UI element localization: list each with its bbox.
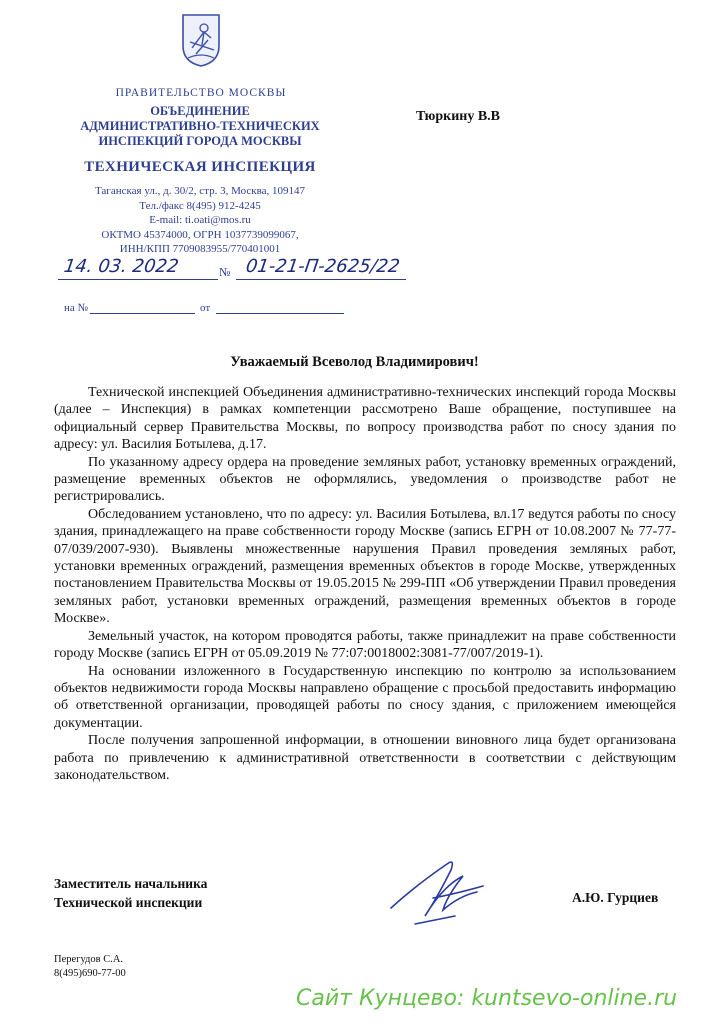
reply-to-label: на №	[64, 302, 89, 314]
from-date-line	[216, 313, 344, 314]
address-line: ИНН/КПП 7709083955/770401001	[119, 243, 281, 255]
recipient: Тюркину В.В	[416, 109, 500, 124]
number-sign: №	[219, 265, 231, 279]
moscow-coat-of-arms-icon	[180, 12, 222, 68]
organization-line: АДМИНИСТРАТИВНО-ТЕХНИЧЕСКИХ	[80, 119, 320, 133]
letter-body	[54, 384, 676, 784]
organization-line: ОБЪЕДИНЕНИЕ	[150, 104, 250, 118]
paragraph: Земельный участок, на котором проводятся работы, также принадлежит на праве собственности городу Москве (запись ЕГРН от 05.09.2019 № 77:07:0018002:3081-77/007/2019-1).	[54, 628, 676, 662]
address-line: Таганская ул., д. 30/2, стр. 3, Москва, 109147	[94, 185, 306, 197]
executor-info	[54, 953, 126, 981]
registration-number: 01-21-П-2625/22	[244, 256, 402, 277]
number-underline	[236, 279, 406, 280]
salutation: Уважаемый Всеволод Владимирович!	[230, 354, 479, 370]
address-line: Тел./факс 8(495) 912-4245	[139, 199, 261, 212]
executor-name: Перегудов С.А.	[54, 954, 124, 965]
paragraph: На основании изложенного в Государственную инспекцию по контролю за использованием объектов недвижимости города Москвы направлено обращение с просьбой предоставить информацию об ответственной организации, проводящей работы по сносу здания, с приложением имеющейся документации.	[54, 663, 676, 731]
date-underline	[58, 279, 218, 280]
role-line: Заместитель начальника	[54, 876, 208, 891]
handwritten-signature	[385, 846, 490, 936]
department-title: ТЕХНИЧЕСКАЯ ИНСПЕКЦИЯ	[84, 159, 316, 175]
reply-number-line	[90, 313, 195, 314]
government-title: ПРАВИТЕЛЬСТВО МОСКВЫ	[115, 87, 287, 99]
organization-name	[60, 104, 340, 149]
signatory-role	[54, 874, 207, 912]
address-line: ОКТМО 45374000, ОГРН 1037739099067,	[101, 228, 299, 241]
paragraph: Обследованием установлено, что по адресу: ул. Василия Ботылева, вл.17 ведутся работы по сносу здания, принадлежащего на праве собственности городу Москве (запись ЕГРН от 10.08.2007 № 77-77-07/039/2007-930). Выявлены множественные нарушения Правил проведения земляных работ, установки временных ограждений, размещения временных объектов в городе Москве, утвержденных постановлением Правительства Москвы от 19.05.2015 № 299-ПП «Об утверждении Правил проведения земляных работ, установки временных ограждений, размещения временных объектов в городе Москве».	[54, 506, 676, 627]
paragraph: По указанному адресу ордера на проведение земляных работ, установку временных ограждений, размещение временных объектов не оформлялись, уведомления о производстве работ не регистрировались.	[54, 454, 676, 505]
paragraph: После получения запрошенной информации, в отношении виновного лица будет организована работа по привлечению к административной ответственности в соответствии с действующим законодательством.	[54, 733, 676, 783]
address-block	[70, 184, 330, 257]
paragraph: Технической инспекцией Объединения административно-технических инспекций города Москвы (далее – Инспекция) в рамках компетенции рассмотрено Ваше обращение, поступившее на официальный сервер Правительства Москвы, по вопросу производства работ по сносу здания по адресу: ул. Василия Ботылева, д.17.	[54, 385, 676, 453]
from-label: от	[200, 302, 211, 314]
signatory-name: А.Ю. Гурциев	[572, 890, 659, 905]
site-watermark: Сайт Кунцево: kuntsevo-online.ru	[296, 986, 678, 1011]
organization-line: ИНСПЕКЦИЙ ГОРОДА МОСКВЫ	[98, 134, 302, 148]
role-line: Технической инспекции	[54, 895, 203, 910]
executor-phone: 8(495)690-77-00	[54, 968, 126, 979]
address-line: E-mail: ti.oati@mos.ru	[149, 214, 251, 226]
registration-date: 14. 03. 2022	[62, 256, 180, 277]
